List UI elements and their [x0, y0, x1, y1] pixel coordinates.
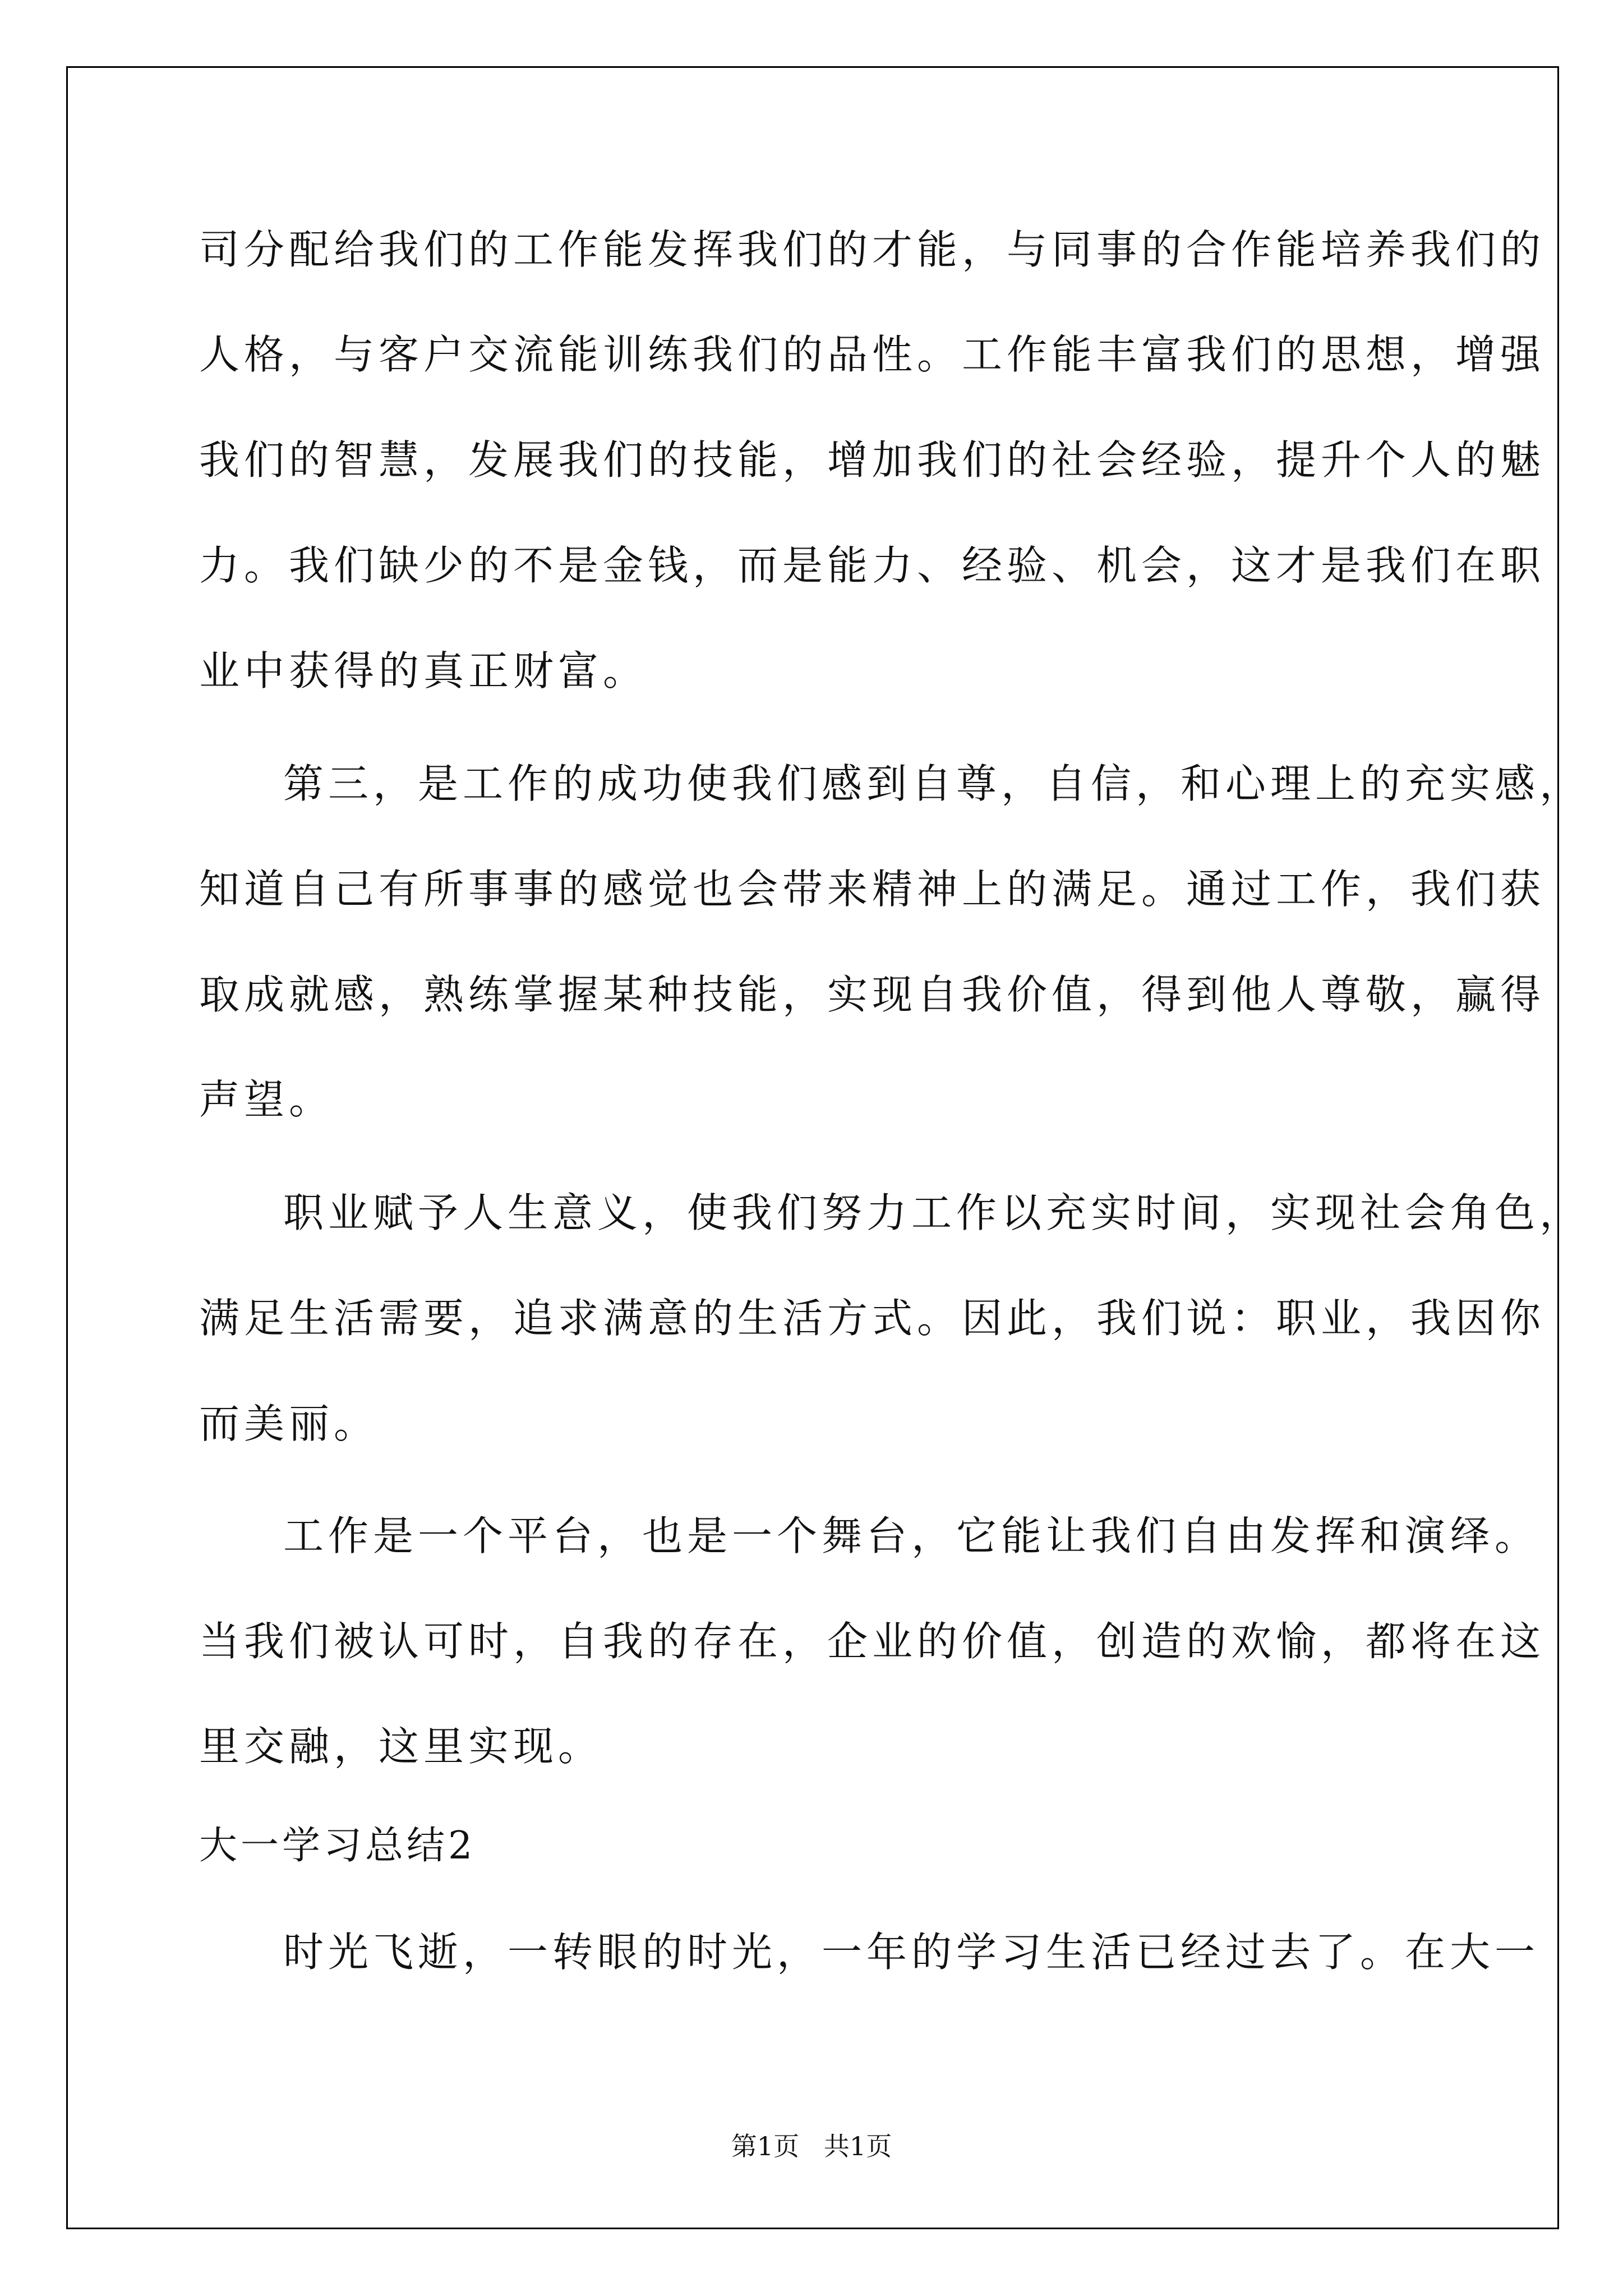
paragraph-first-line: 职业赋予人生意义，使我们努力工作以充实时间，实现社会角色，	[283, 1189, 1585, 1236]
text-line: 取成就感，熟练掌握某种技能，实现自我价值，得到他人尊敬，赢得	[199, 971, 1546, 1018]
text-line: 人格，与客户交流能训练我们的品性。工作能丰富我们的思想，增强	[199, 331, 1546, 378]
text-line: 司分配给我们的工作能发挥我们的才能，与同事的合作能培养我们的	[199, 226, 1546, 273]
paragraph-first-line: 时光飞逝，一转眼的时光，一年的学习生活已经过去了。在大一	[283, 1929, 1540, 1976]
text-line: 业中获得的真正财富。	[199, 647, 648, 694]
text-line: 里交融，这里实现。	[199, 1723, 603, 1770]
text-line: 声望。	[199, 1076, 334, 1123]
paragraph-first-line: 第三，是工作的成功使我们感到自尊，自信，和心理上的充实感，	[283, 760, 1585, 807]
page-number: 第1页 共1页	[731, 2131, 892, 2161]
text-line: 满足生活需要，追求满意的生活方式。因此，我们说：职业，我因你	[199, 1295, 1546, 1342]
text-line: 当我们被认可时，自我的存在，企业的价值，创造的欢愉，都将在这	[199, 1618, 1546, 1665]
section-heading: 大一学习总结2	[199, 1824, 476, 1868]
text-line: 知道自己有所事事的感觉也会带来精神上的满足。通过工作，我们获	[199, 866, 1546, 913]
text-line: 我们的智慧，发展我们的技能，增加我们的社会经验，提升个人的魅	[199, 436, 1546, 484]
page-border	[66, 66, 1559, 2229]
page-footer	[0, 2126, 1623, 2163]
text-line: 力。我们缺少的不是金钱，而是能力、经验、机会，这才是我们在职	[199, 542, 1546, 589]
paragraph-first-line: 工作是一个平台，也是一个舞台，它能让我们自由发挥和演绎。	[283, 1512, 1540, 1559]
text-line: 而美丽。	[199, 1400, 379, 1447]
